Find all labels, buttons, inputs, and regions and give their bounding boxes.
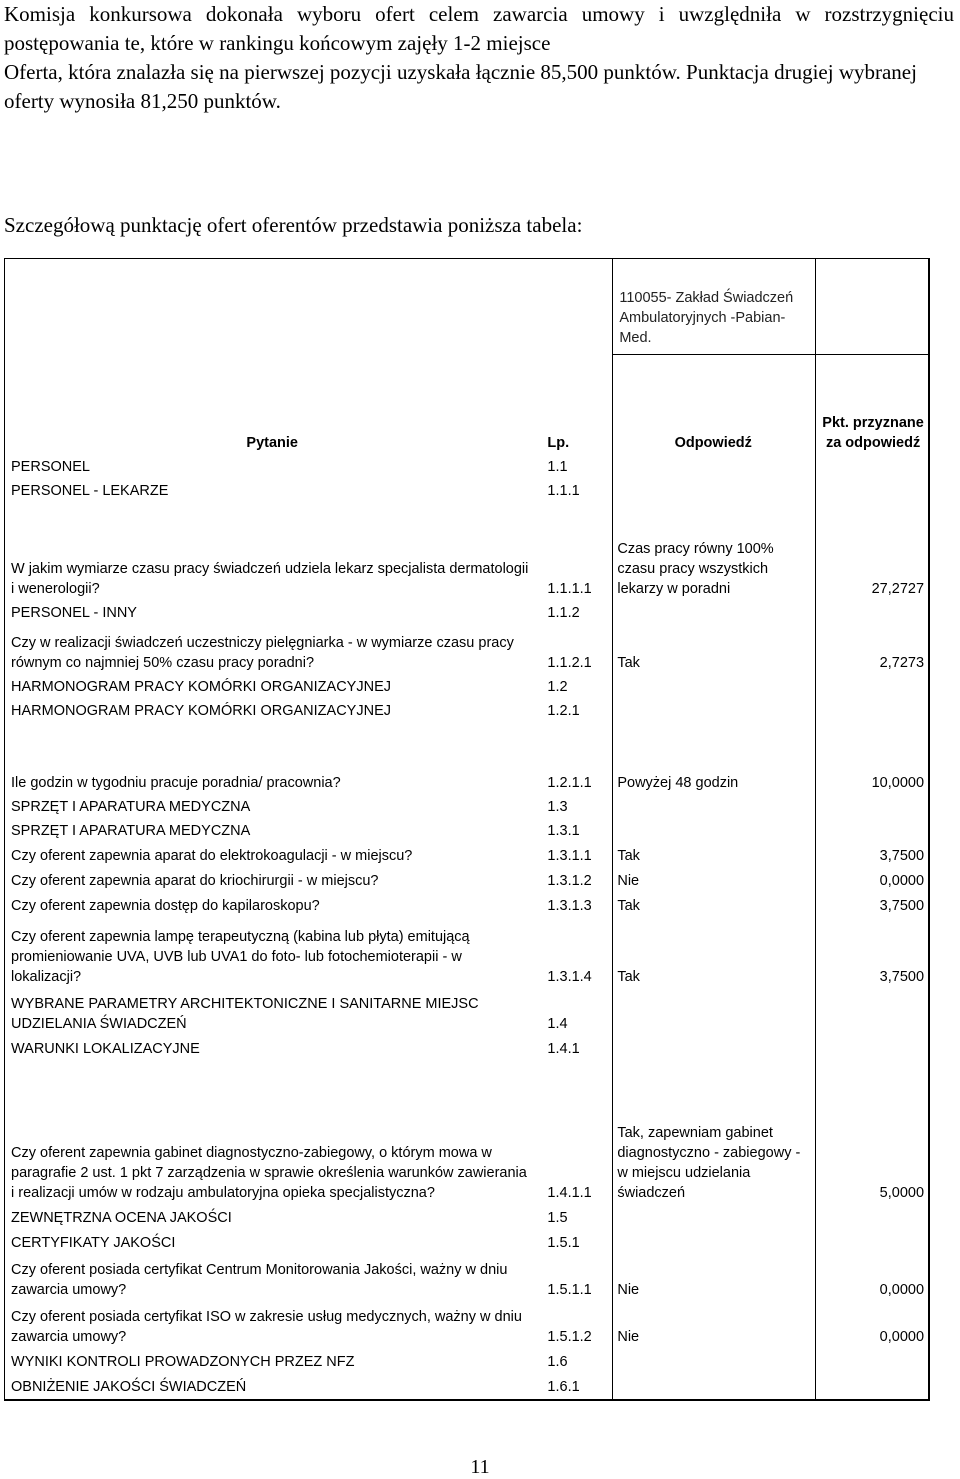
row-points	[815, 479, 928, 503]
intro-paragraph-1: Komisja konkursowa dokonała wyboru ofert celem zawarcia umowy i uwzględniła w rozstrzygnięciu postępowania te, które w rankingu końcowym zajęły 1-2 miejsce	[4, 2, 954, 55]
row-answer	[612, 795, 815, 819]
row-points: 5,0000	[815, 1061, 928, 1205]
row-points	[815, 989, 928, 1036]
row-question: PERSONEL - INNY	[11, 605, 137, 621]
row-lp: 1.3.1.1	[547, 848, 592, 864]
table-row	[5, 723, 928, 795]
row-lp: 1.5.1.2	[547, 1329, 592, 1345]
row-question: W jakim wymiarze czasu pracy świadczeń udziela lekarz specjalista dermatologii i wenerologii?	[11, 561, 529, 597]
row-answer	[612, 675, 815, 699]
row-question: HARMONOGRAM PRACY KOMÓRKI ORGANIZACYJNEJ	[11, 703, 391, 719]
row-lp: 1.4.1.1	[547, 1185, 592, 1201]
row-answer: Tak	[612, 918, 815, 989]
row-answer	[612, 601, 815, 625]
table-row	[5, 843, 928, 868]
row-lp: 1.1.2.1	[547, 655, 592, 671]
page-number: 11	[470, 1456, 490, 1478]
row-lp: 1.4	[547, 1016, 568, 1032]
row-answer	[612, 455, 815, 479]
row-points: 10,0000	[815, 723, 928, 795]
row-lp: 1.2.1.1	[547, 775, 592, 791]
row-answer	[612, 1374, 815, 1399]
row-lp: 1.6.1	[547, 1379, 580, 1395]
table-row	[5, 918, 928, 989]
row-question: PERSONEL - LEKARZE	[11, 483, 169, 499]
header-answer: Odpowiedź	[612, 355, 815, 455]
row-question: WARUNKI LOKALIZACYJNE	[11, 1041, 200, 1057]
row-points	[815, 1374, 928, 1399]
row-points: 3,7500	[815, 843, 928, 868]
table-row	[5, 893, 928, 918]
table-lead-text: Szczegółową punktację ofert oferentów przedstawia poniższa tabela:	[4, 213, 583, 237]
row-lp: 1.3.1.4	[547, 969, 592, 985]
row-answer	[612, 479, 815, 503]
row-answer	[612, 1205, 815, 1230]
row-points: 27,2727	[815, 503, 928, 601]
row-answer: Powyżej 48 godzin	[612, 723, 815, 795]
row-answer	[612, 1349, 815, 1374]
row-lp: 1.2.1	[547, 703, 580, 719]
row-points	[815, 699, 928, 723]
row-lp: 1.3	[547, 799, 568, 815]
table-header-row	[5, 355, 928, 455]
header-points: Pkt. przyznane za odpowiedź	[815, 355, 928, 455]
row-points: 3,7500	[815, 918, 928, 989]
table-row	[5, 699, 928, 723]
header-lp: Lp.	[547, 435, 570, 451]
row-lp: 1.5.1.1	[547, 1282, 592, 1298]
row-question: Czy oferent zapewnia gabinet diagnostyczno-zabiegowy, o którym mowa w paragrafie 2 ust. 1 pkt 7 zarządzenia w sprawie określenia warunków zawierania i realizacji umów w rodzaju ambulatoryjna opieka specjalistyczna?	[11, 1145, 527, 1201]
row-points	[815, 1205, 928, 1230]
row-lp: 1.1.1.1	[547, 581, 592, 597]
row-lp: 1.3.1.3	[547, 898, 592, 914]
table-row	[5, 1302, 928, 1349]
row-points	[815, 601, 928, 625]
row-answer: Tak	[612, 893, 815, 918]
row-question: Ile godzin w tygodniu pracuje poradnia/ pracownia?	[11, 775, 341, 791]
row-answer	[612, 1230, 815, 1255]
row-question: Czy oferent zapewnia aparat do elektrokoagulacji - w miejscu?	[11, 848, 413, 864]
row-question: ZEWNĘTRZNA OCENA JAKOŚCI	[11, 1210, 232, 1226]
row-question: WYNIKI KONTROLI PROWADZONYCH PRZEZ NFZ	[11, 1354, 355, 1370]
row-points: 0,0000	[815, 868, 928, 893]
table-row	[5, 1061, 928, 1205]
row-points	[815, 1036, 928, 1061]
table-offeror-row	[5, 259, 928, 355]
offeror-name: 110055- Zakład Świadczeń Ambulatoryjnych -Pabian-Med.	[612, 259, 815, 355]
row-question: WYBRANE PARAMETRY ARCHITEKTONICZNE I SANITARNE MIEJSC UDZIELANIA ŚWIADCZEŃ	[11, 996, 479, 1032]
row-answer	[612, 819, 815, 843]
row-points: 0,0000	[815, 1302, 928, 1349]
row-lp: 1.1	[547, 459, 568, 475]
table-row	[5, 1255, 928, 1302]
row-lp: 1.4.1	[547, 1041, 580, 1057]
row-answer: Nie	[612, 868, 815, 893]
table-row	[5, 1036, 928, 1061]
table-row	[5, 1374, 928, 1399]
row-answer	[612, 699, 815, 723]
table-row	[5, 479, 928, 503]
row-question: Czy oferent posiada certyfikat ISO w zakresie usług medycznych, ważny w dniu zawarcia umowy?	[11, 1309, 522, 1345]
table-body	[5, 455, 928, 1399]
row-answer: Tak	[612, 625, 815, 675]
row-points	[815, 819, 928, 843]
table-row	[5, 819, 928, 843]
row-answer: Tak	[612, 843, 815, 868]
row-lp: 1.2	[547, 679, 568, 695]
table-row	[5, 795, 928, 819]
row-answer: Czas pracy równy 100% czasu pracy wszystkich lekarzy w poradni	[612, 503, 815, 601]
row-lp: 1.6	[547, 1354, 568, 1370]
row-points	[815, 675, 928, 699]
table-row	[5, 601, 928, 625]
row-question: SPRZĘT I APARATURA MEDYCZNA	[11, 799, 251, 815]
table-row	[5, 1205, 928, 1230]
row-answer: Nie	[612, 1302, 815, 1349]
row-question: HARMONOGRAM PRACY KOMÓRKI ORGANIZACYJNEJ	[11, 679, 391, 695]
row-points	[815, 1230, 928, 1255]
table-row	[5, 1349, 928, 1374]
row-lp: 1.1.2	[547, 605, 580, 621]
table-row	[5, 868, 928, 893]
row-lp: 1.5.1	[547, 1235, 580, 1251]
row-question: CERTYFIKATY JAKOŚCI	[11, 1235, 176, 1251]
table-row	[5, 989, 928, 1036]
intro-paragraph-2: Oferta, która znalazła się na pierwszej pozycji uzyskała łącznie 85,500 punktów. Punktacja drugiej wybranej oferty wynosiła 81,250 punktów.	[4, 60, 917, 113]
row-lp: 1.5	[547, 1210, 568, 1226]
row-question: OBNIŻENIE JAKOŚCI ŚWIADCZEŃ	[11, 1379, 247, 1395]
table-row	[5, 675, 928, 699]
row-answer	[612, 1036, 815, 1061]
table-row	[5, 1230, 928, 1255]
table-row	[5, 625, 928, 675]
table-row	[5, 455, 928, 479]
table-row	[5, 503, 928, 601]
row-question: Czy oferent posiada certyfikat Centrum Monitorowania Jakości, ważny w dniu zawarcia umowy?	[11, 1262, 508, 1298]
row-lp: 1.3.1	[547, 823, 580, 839]
row-points	[815, 1349, 928, 1374]
row-points: 2,7273	[815, 625, 928, 675]
row-question: Czy oferent zapewnia aparat do kriochirurgii - w miejscu?	[11, 873, 379, 889]
row-lp: 1.1.1	[547, 483, 580, 499]
row-answer	[612, 989, 815, 1036]
row-question: Czy w realizacji świadczeń uczestniczy pielęgniarka - w wymiarze czasu pracy równym co najmniej 50% czasu pracy poradni?	[11, 635, 514, 671]
header-question: Pytanie	[246, 435, 298, 451]
row-points	[815, 455, 928, 479]
row-answer: Tak, zapewniam gabinet diagnostyczno - zabiegowy - w miejscu udzielania świadczeń	[612, 1061, 815, 1205]
scoring-table	[4, 258, 930, 1401]
row-points: 3,7500	[815, 893, 928, 918]
row-answer: Nie	[612, 1255, 815, 1302]
row-question: Czy oferent zapewnia lampę terapeutyczną (kabina lub płyta) emitującą promieniowanie UVA, UVB lub UVA1 do foto- lub fotochemioterapii - w lokalizacji?	[11, 929, 470, 985]
row-question: SPRZĘT I APARATURA MEDYCZNA	[11, 823, 251, 839]
row-points: 0,0000	[815, 1255, 928, 1302]
row-lp: 1.3.1.2	[547, 873, 592, 889]
row-question: Czy oferent zapewnia dostęp do kapilaroskopu?	[11, 898, 320, 914]
row-question: PERSONEL	[11, 459, 90, 475]
row-points	[815, 795, 928, 819]
intro-text	[4, 0, 954, 116]
